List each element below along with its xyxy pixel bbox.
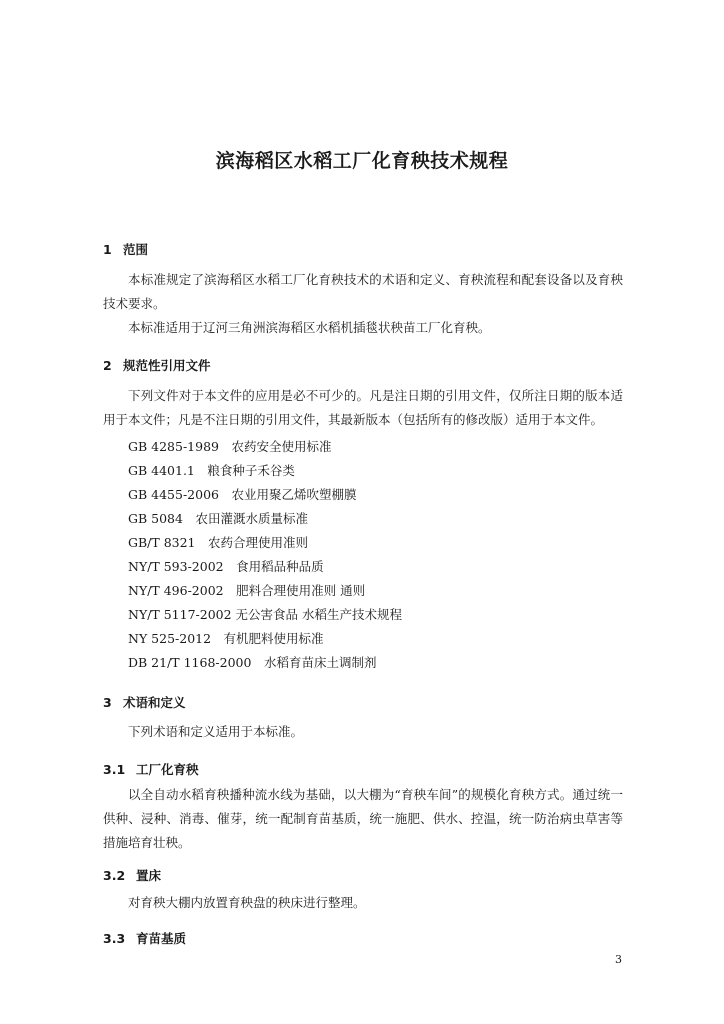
section-number: 3.2 (103, 868, 126, 883)
paragraph-refs-intro: 下列文件对于本文件的应用是必不可少的。凡是注日期的引用文件，仅所注日期的版本适用于本文件；凡是不注日期的引用文件，其最新版本（包括所有的修改版）适用于本文件。 (103, 388, 623, 427)
section-title: 置床 (136, 868, 162, 883)
document-title: 滨海稻区水稻工厂化育秧技术规程 (215, 150, 509, 172)
section-title: 规范性引用文件 (123, 358, 211, 373)
paragraph-terms-intro: 下列术语和定义适用于本标准。 (128, 724, 304, 739)
reference-item: GB 4285-1989 农药安全使用标准 (128, 439, 332, 454)
section-title: 术语和定义 (123, 695, 186, 710)
reference-item: GB 4455-2006 农业用聚乙烯吹塑棚膜 (128, 487, 357, 502)
paragraph-scope-1: 本标准规定了滨海稻区水稻工厂化育秧技术的术语和定义、育秧流程和配套设备以及育秧技术要求。 (103, 272, 623, 311)
section-heading-3-3 (103, 929, 186, 947)
reference-item: NY/T 496-2002 肥料合理使用准则 通则 (128, 583, 366, 598)
reference-item: NY/T 593-2002 食用稻品种品质 (128, 559, 324, 574)
section-heading-3-1 (103, 760, 199, 778)
reference-item: GB/T 8321 农药合理使用准则 (128, 535, 309, 550)
reference-item: DB 21/T 1168-2000 水稻育苗床土调制剂 (128, 655, 377, 670)
reference-item: NY 525-2012 有机肥料使用标准 (128, 631, 324, 646)
section-number: 3.3 (103, 931, 126, 946)
paragraph-factory-definition: 以全自动水稻育秧播种流水线为基础，以大棚为“育秧车间”的规模化育秧方式。通过统一供种、浸种、消毒、催芽，统一配制育苗基质，统一施肥、供水、控温，统一防治病虫草害等措施培育壮秧。 (103, 787, 623, 850)
reference-item: GB 4401.1 粮食种子禾谷类 (128, 463, 295, 478)
section-heading-3-2 (103, 866, 161, 884)
reference-item: NY/T 5117-2002 无公害食品 水稻生产技术规程 (128, 607, 403, 622)
section-heading-3 (103, 693, 186, 711)
section-number: 3 (103, 695, 112, 710)
paragraph-scope-2: 本标准适用于辽河三角洲滨海稻区水稻机插毯状秧苗工厂化育秧。 (128, 320, 491, 335)
section-heading-1 (103, 240, 148, 258)
section-number: 3.1 (103, 762, 126, 777)
section-title: 育苗基质 (136, 931, 187, 946)
section-number: 1 (103, 242, 112, 257)
paragraph-bed-definition: 对育秧大棚内放置育秧盘的秧床进行整理。 (128, 895, 366, 910)
section-heading-2 (103, 356, 211, 374)
section-title: 范围 (123, 242, 149, 257)
section-title: 工厂化育秧 (136, 762, 199, 777)
section-number: 2 (103, 358, 112, 373)
page-number: 3 (615, 953, 622, 966)
reference-item: GB 5084 农田灌溉水质量标准 (128, 511, 308, 526)
